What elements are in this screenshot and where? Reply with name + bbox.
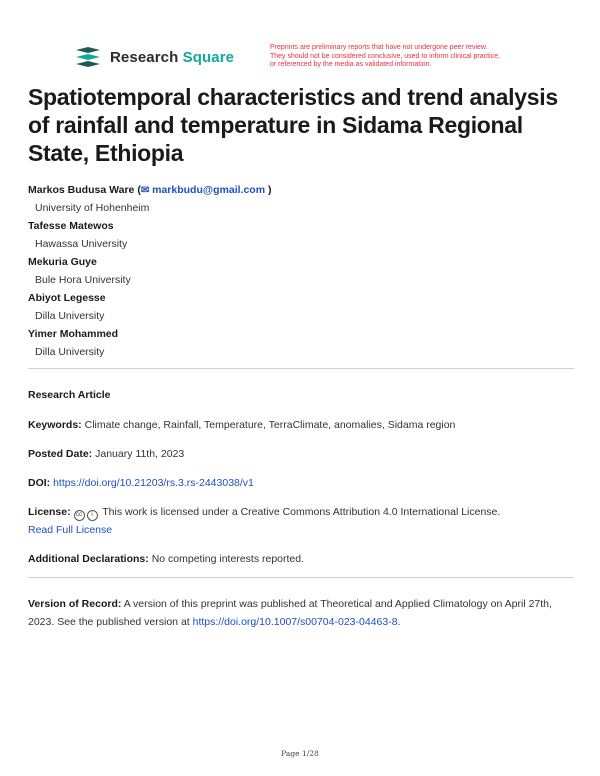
author-list (28, 181, 548, 361)
paper-title: Spatiotemporal characteristics and trend analysis of rainfall and temperature in Sidama Regional State, Ethiopia (28, 84, 558, 166)
version-end: . (397, 616, 401, 628)
logo-text-research: Research (110, 48, 179, 66)
doi-link[interactable]: https://doi.org/10.21203/rs.3.rs-2443038/v1 (53, 477, 254, 489)
author-name: Yimer Mohammed (28, 328, 119, 340)
logo-icon (74, 46, 102, 68)
keywords-value: Climate change, Rainfall, Temperature, TerraClimate, anomalies, Sidama region (84, 419, 456, 431)
license-label: License: (28, 506, 71, 518)
divider (28, 368, 574, 369)
author-name: Abiyot Legesse (28, 292, 106, 304)
author-name: Mekuria Guye (28, 256, 97, 268)
page-number: Page 1/28 (281, 749, 319, 758)
disclaimer-line: Preprints are preliminary reports that have not undergone peer review. (270, 44, 488, 51)
version-text: A version of this preprint was published at Theoretical and Applied Climatology on April 27th, 2023. See the published version at (28, 598, 552, 628)
doi-row (28, 474, 574, 492)
preprint-disclaimer (270, 44, 540, 70)
disclaimer-line: They should not be considered conclusive, used to inform clinical practice, (270, 52, 500, 60)
keywords-label: Keywords: (28, 419, 82, 431)
logo-text (110, 49, 234, 66)
license-row (28, 503, 574, 539)
logo-text-square: Square (182, 48, 235, 66)
doi-label: DOI: (28, 477, 51, 489)
read-full-license-link[interactable]: Read Full License (28, 524, 113, 536)
author-affiliation: University of Hohenheim (35, 202, 150, 214)
attribution-icon: i (87, 510, 98, 521)
envelope-icon: ✉ (140, 185, 150, 196)
license-text: This work is licensed under a Creative Commons Attribution 4.0 International License. (102, 506, 501, 518)
declarations-label: Additional Declarations: (28, 553, 149, 565)
author-affiliation: Dilla University (35, 310, 105, 322)
author-affiliation: Dilla University (35, 346, 105, 358)
disclaimer-line: or referenced by the media as validated information. (270, 61, 432, 69)
author-name-text: Markos Budusa Ware (28, 184, 135, 196)
keywords-row (28, 416, 574, 434)
author-email-link[interactable] (141, 184, 265, 196)
posted-date-label: Posted Date: (28, 448, 93, 460)
author-name: Markos Budusa Ware (✉ markbudu@gmail.com ) (28, 184, 272, 196)
declarations-value: No competing interests reported. (151, 553, 305, 565)
author-name: Tafesse Matewos (28, 220, 114, 232)
declarations-row (28, 550, 574, 568)
author-affiliation: Hawassa University (35, 238, 128, 250)
author-email: markbudu@gmail.com (152, 184, 266, 196)
version-of-record (28, 595, 574, 631)
article-type: Research Article (28, 389, 111, 401)
divider (28, 577, 574, 578)
posted-date-row (28, 445, 574, 463)
posted-date-value: January 11th, 2023 (95, 448, 185, 460)
version-label: Version of Record: (28, 598, 122, 610)
author-affiliation: Bule Hora University (35, 274, 131, 286)
research-square-logo[interactable] (74, 46, 234, 68)
version-doi-link[interactable]: https://doi.org/10.1007/s00704-023-04463-8 (192, 616, 398, 628)
creative-commons-icon: cc (74, 510, 85, 521)
